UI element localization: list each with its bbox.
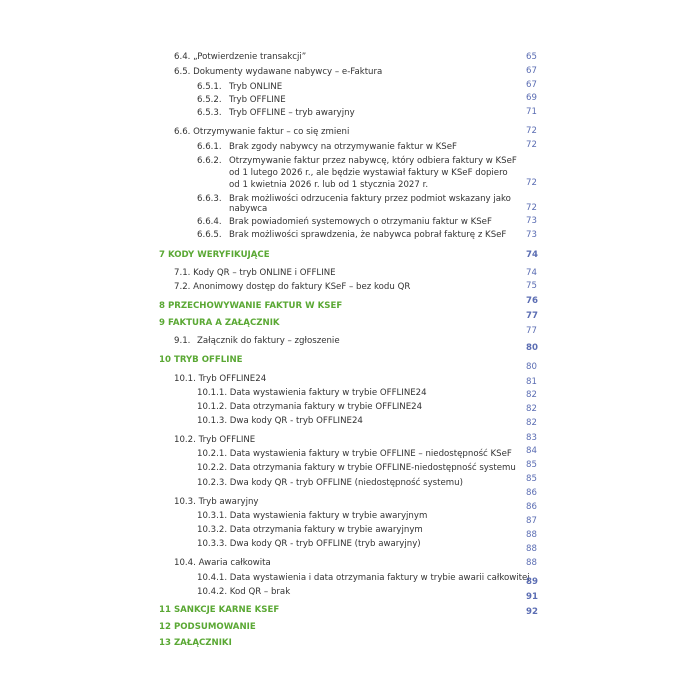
page-number: 67 [526,66,537,76]
page-number: 80 [526,343,538,353]
toc-entry-continued[interactable]: od 1 lutego 2026 r., ale będzie wystawiał faktury w KSeF dopiero [229,168,508,178]
page-number: 86 [526,502,537,512]
page-number: 82 [526,418,537,428]
toc-entry-number: 6.5.3. [197,108,222,118]
toc-entry-continued[interactable]: od 1 kwietnia 2026 r. lub od 1 stycznia 2027 r. [229,180,429,190]
toc-entry[interactable]: 10.1. Tryb OFFLINE24 [174,374,267,384]
page-number: 85 [526,460,537,470]
page-number: 77 [526,311,538,321]
page-number: 81 [526,377,537,387]
toc-chapter-heading[interactable]: 8 PRZECHOWYWANIE FAKTUR W KSEF [159,301,343,311]
page-number: 88 [526,558,537,568]
toc-entry[interactable]: 6.4. „Potwierdzenie transakcji” [174,52,307,62]
page-number: 72 [526,178,537,188]
page-number: 67 [526,80,537,90]
toc-entry-number: 6.6.5. [197,230,222,240]
toc-chapter-heading[interactable]: 9 FAKTURA A ZAŁĄCZNIK [159,318,280,328]
page-number: 76 [526,296,538,306]
page-number: 82 [526,404,537,414]
page-number: 74 [526,268,537,278]
page-number: 72 [526,126,537,136]
page-number: 77 [526,326,537,336]
toc-entry-number: 6.6.3. [197,194,222,204]
page-number: 83 [526,433,537,443]
toc-entry[interactable]: 10.2.2. Data otrzymania faktury w trybie OFFLINE-niedostępność systemu [197,463,516,473]
toc-entry[interactable]: 10.1.3. Dwa kody QR - tryb OFFLINE24 [197,416,363,426]
toc-entry[interactable]: 10.3.2. Data otrzymania faktury w trybie awaryjnym [197,525,423,535]
page-number: 71 [526,107,537,117]
toc-entry[interactable]: 10.4.2. Kod QR – brak [197,587,291,597]
page-number: 89 [526,577,538,587]
page-number: 87 [526,516,537,526]
toc-entry[interactable]: 10.3.1. Data wystawienia faktury w trybie awaryjnym [197,511,428,521]
page-number: 74 [526,250,538,260]
page-number: 80 [526,362,537,372]
toc-entry-number: 6.5.2. [197,95,222,105]
page-number: 73 [526,216,537,226]
page-number: 86 [526,488,537,498]
toc-entry[interactable]: Załącznik do faktury – zgłoszenie [197,336,340,346]
toc-entry[interactable]: Brak zgody nabywcy na otrzymywanie faktur w KSeF [229,142,457,152]
toc-entry[interactable]: Tryb ONLINE [229,82,283,92]
toc-entry[interactable]: 10.1.2. Data otrzymania faktury w trybie OFFLINE24 [197,402,423,412]
page-number: 72 [526,203,537,213]
page-number: 88 [526,530,537,540]
toc-entry[interactable]: 10.2. Tryb OFFLINE [174,435,256,445]
toc-entry[interactable]: 10.3. Tryb awaryjny [174,497,259,507]
toc-entry[interactable]: Otrzymywanie faktur przez nabywcę, który odbiera faktury w KSeF [229,156,517,166]
toc-chapter-heading[interactable]: 11 SANKCJE KARNE KSEF [159,605,280,615]
page-number: 92 [526,607,538,617]
toc-entry[interactable]: 10.3.3. Dwa kody QR - tryb OFFLINE (tryb awaryjny) [197,539,421,549]
page-number: 85 [526,474,537,484]
toc-entry[interactable]: 6.5. Dokumenty wydawane nabywcy – e-Faktura [174,67,383,77]
toc-entry-number: 6.6.1. [197,142,222,152]
page-number: 88 [526,544,537,554]
toc-entry[interactable]: 10.2.3. Dwa kody QR - tryb OFFLINE (niedostępność systemu) [197,478,463,488]
toc-entry[interactable]: 10.4. Awaria całkowita [174,558,271,568]
toc-entry[interactable]: Brak możliwości odrzucenia faktury przez podmiot wskazany jako [229,194,511,204]
toc-entry[interactable]: Tryb OFFLINE – tryb awaryjny [229,108,355,118]
toc-entry[interactable]: Tryb OFFLINE [229,95,286,105]
page-number: 72 [526,140,537,150]
toc-entry-number: 6.6.2. [197,156,222,166]
toc-entry[interactable]: Brak możliwości sprawdzenia, że nabywca pobrał fakturę z KSeF [229,230,507,240]
toc-chapter-heading[interactable]: 12 PODSUMOWANIE [159,622,256,632]
toc-entry-continued[interactable]: nabywca [229,204,268,214]
page-number: 82 [526,390,537,400]
toc-entry[interactable]: 6.6. Otrzymywanie faktur – co się zmieni [174,127,350,137]
page-number: 73 [526,230,537,240]
page-number: 84 [526,446,537,456]
toc-chapter-heading[interactable]: 7 KODY WERYFIKUJĄCE [159,250,270,260]
toc-entry[interactable]: 10.2.1. Data wystawienia faktury w trybie OFFLINE – niedostępność KSeF [197,449,512,459]
toc-entry-number: 9.1. [174,336,191,346]
toc-entry[interactable]: 10.1.1. Data wystawienia faktury w trybie OFFLINE24 [197,388,427,398]
toc-chapter-heading[interactable]: 13 ZAŁĄCZNIKI [159,638,232,648]
page-number: 91 [526,592,538,602]
page-number: 65 [526,52,537,62]
toc-entry[interactable]: 10.4.1. Data wystawienia i data otrzymania faktury w trybie awarii całkowitej [197,573,530,583]
toc-entry[interactable]: 7.1. Kody QR – tryb ONLINE i OFFLINE [174,268,336,278]
page-number: 69 [526,93,537,103]
toc-entry-number: 6.5.1. [197,82,222,92]
toc-entry[interactable]: 7.2. Anonimowy dostęp do faktury KSeF – bez kodu QR [174,282,411,292]
page-number: 75 [526,281,537,291]
toc-chapter-heading[interactable]: 10 TRYB OFFLINE [159,355,243,365]
toc-entry[interactable]: Brak powiadomień systemowych o otrzymaniu faktur w KSeF [229,217,492,227]
toc-entry-number: 6.6.4. [197,217,222,227]
